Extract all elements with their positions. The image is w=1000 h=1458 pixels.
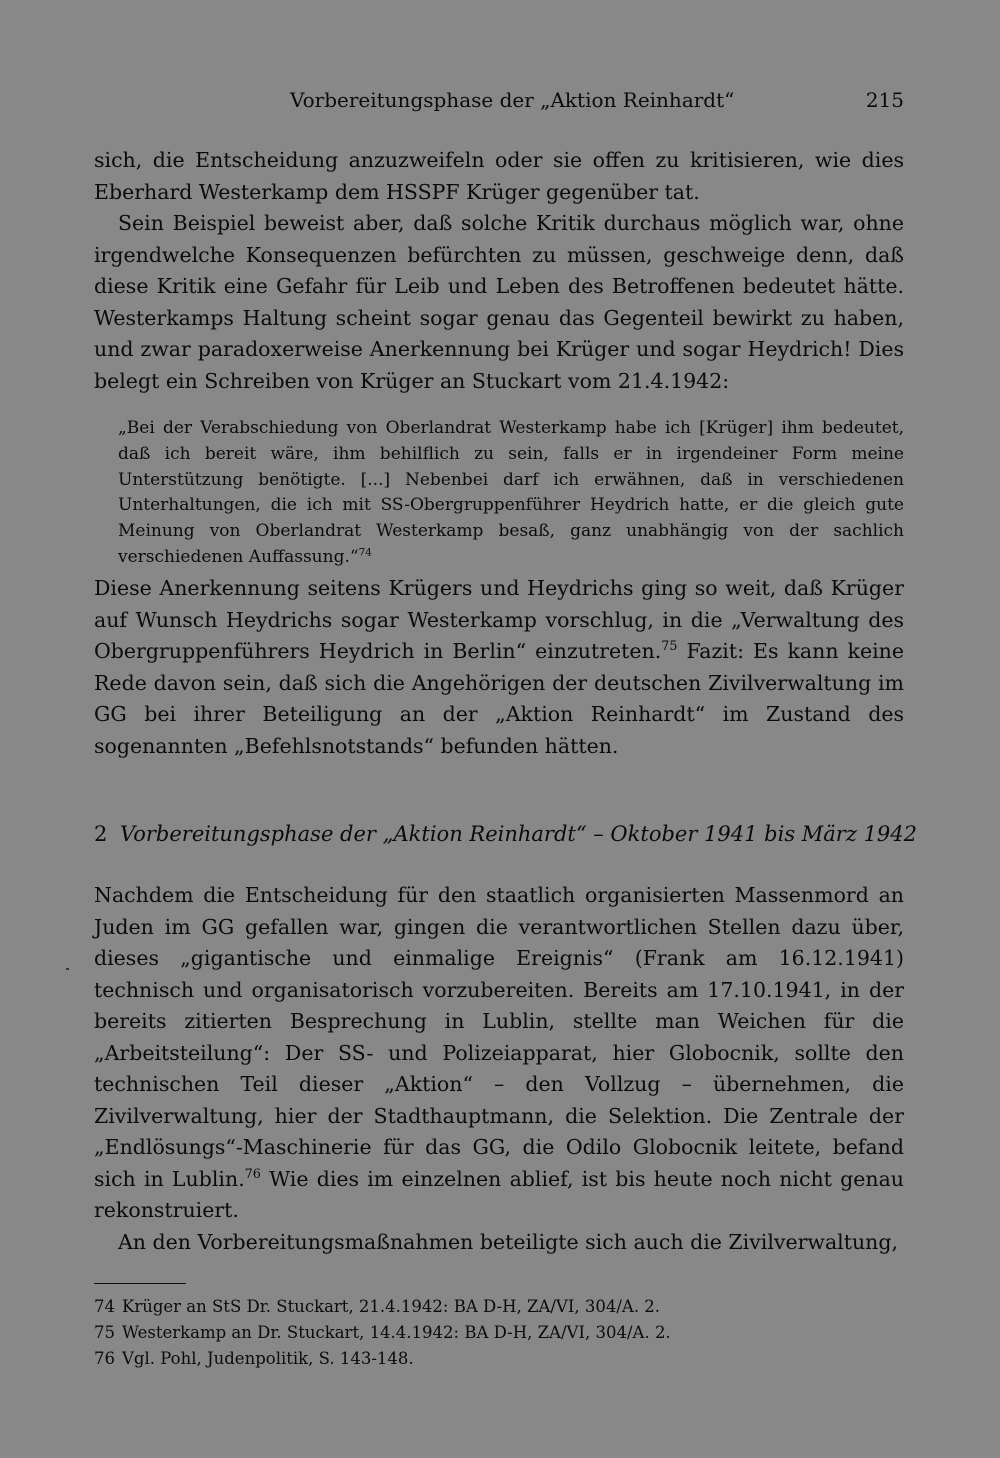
paragraph-civil-administration: An den Vorbereitungsmaßnahmen beteiligte sich auch die Zivilverwaltung, [118,1229,899,1254]
footnote-text: Krüger an StS Dr. Stuckart, 21.4.1942: BA D-H, ZA/VI, 304/A. 2. [122,1297,661,1316]
body-text-top [94,145,904,397]
footnote-number: 75 [94,1323,115,1342]
footnote-text: Westerkamp an Dr. Stuckart, 14.4.1942: BA D-H, ZA/VI, 304/A. 2. [122,1323,671,1342]
body-text-middle [94,573,904,762]
footnote-75 [94,1320,904,1346]
paragraph-preparation-part2: Wie dies im einzelnen ablief, ist bis heute noch nicht genau rekonstruiert. [94,1166,905,1222]
paragraph-recognition [94,573,904,762]
running-title: Vorbereitungsphase der „Aktion Reinhardt“ [290,88,735,112]
footnote-76 [94,1346,904,1372]
paragraph-continued: sich, die Entscheidung anzuzweifeln oder sie offen zu kritisieren, wie dies Eberhard Westerkamp dem HSSPF Krüger gegenüber tat. [94,148,904,204]
paragraph-preparation-part1: Nachdem die Entscheidung für den staatlich organisierten Massenmord an Juden im GG gefallen war, gingen die verantwortlichen Stellen dazu über, dieses „gigantische und einmalige Ereignis“ (Frank am 16.12.1941) technisch und organisatorisch vorzubereiten. Bereits am 17.10.1941, in der bereits zitierten Besprechung in Lublin, stellte man Weichen für die „Arbeitsteilung“: Der SS- und Polizeiapparat, hier Globocnik, sollte den technischen Teil dieser „Aktion“ – den Vollzug – übernehmen, die Zivilverwaltung, hier der Stadthauptmann, die Selektion. Die Zentrale der „Endlösungs“-Maschinerie für das GG, die Odilo Globocnik leitete, befand sich in Lublin. [94,883,904,1191]
margin-mark [66,968,69,970]
footnotes [94,1294,904,1372]
section-number: 2 [94,822,108,846]
footnote-number: 74 [94,1297,115,1316]
block-quote [118,416,904,571]
footnote-text: Vgl. Pohl, Judenpolitik, S. 143-148. [122,1349,414,1368]
section-heading [94,822,918,846]
paragraph-westerkamp-example: Sein Beispiel beweist aber, daß solche Kritik durchaus möglich war, ohne irgendwelche Konsequenzen befürchten zu müssen, geschweige denn, daß diese Kritik eine Gefahr für Leib und Leben des Betroffenen bedeutet hätte. Westerkamps Haltung scheint sogar genau das Gegenteil bewirkt zu haben, und zwar paradoxerweise Anerkennung bei Krüger und sogar Heydrich! Dies belegt ein Schreiben von Krüger an Stuckart vom 21.4.1942: [94,211,904,393]
paragraph-recognition-part2: Fazit: Es kann keine Rede davon sein, daß sich die Angehörigen der deutschen Zivilverwaltung im GG bei ihrer Beteiligung an der „Aktion Reinhardt“ im Zustand des sogenannten „Befehlsnotstands“ befunden hätten. [94,639,904,758]
section-title: Vorbereitungsphase der „Aktion Reinhardt“ – Oktober 1941 bis März 1942 [120,822,918,846]
footnote-ref-74: 74 [358,546,372,559]
footnote-ref-75: 75 [661,638,678,654]
page-number: 215 [865,88,904,112]
body-text-bottom [94,880,904,1258]
paragraph-preparation [94,880,904,1227]
footnote-number: 76 [94,1349,115,1368]
paragraph-recognition-part1: Diese Anerkennung seitens Krügers und Heydrichs ging so weit, daß Krüger auf Wunsch Heydrichs sogar Westerkamp vorschlug, in die „Verwaltung des Obergruppenführers Heydrich in Berlin“ einzutreten. [94,576,904,663]
running-head [94,88,904,118]
quote-text: „Bei der Verabschiedung von Oberlandrat Westerkamp habe ich [Krüger] ihm bedeutet, daß ich bereit wäre, ihm behilflich zu sein, falls er in irgendeiner Form meine Unterstützung benötigte. [...] Nebenbei darf ich erwähnen, daß in verschiedenen Unterhaltungen, die ich mit SS-Obergruppenführer Heydrich hatte, er die gleich gute Meinung von Oberlandrat Westerkamp besaß, ganz unabhängig von der sachlich verschiedenen Auffassung.“ [118,418,904,567]
footnote-74 [94,1294,904,1320]
footnote-ref-76: 76 [244,1165,261,1181]
footnote-divider [94,1283,186,1284]
